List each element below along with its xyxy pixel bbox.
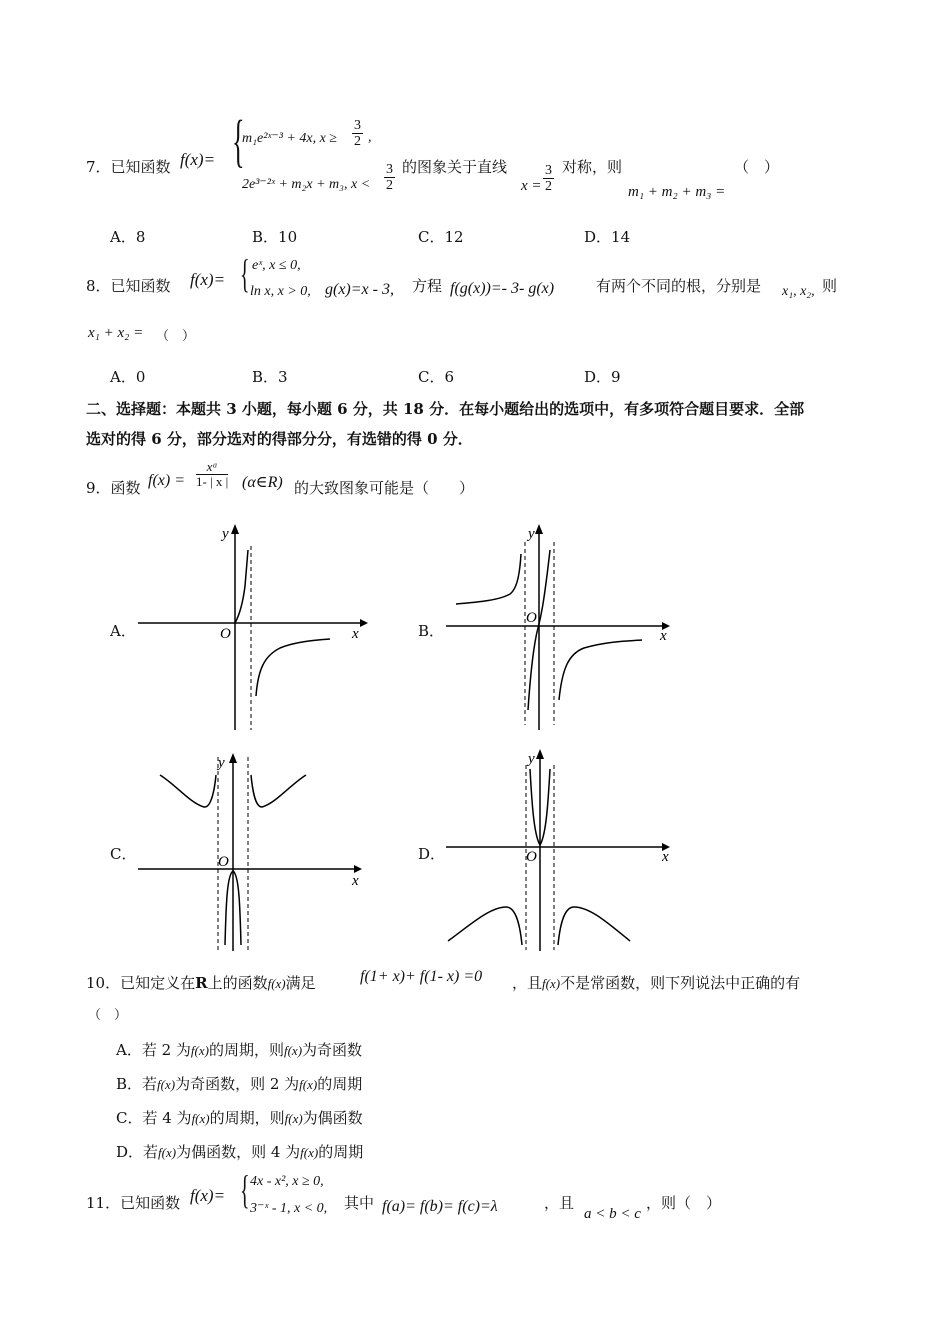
q8-fx: f(x)= [190, 270, 226, 289]
section2-line1: 二、选择题：本题共 3 小题，每小题 6 分，共 18 分．在每小题给出的选项中，有多项符合题目要求．全部 [86, 400, 805, 418]
q8-option-d[interactable]: D．9 [584, 368, 621, 386]
q7-option-b[interactable]: B．10 [252, 228, 298, 246]
q7-case1-tail: , [368, 130, 372, 145]
q9-condition: (α∈R) [242, 474, 283, 491]
q7-text1: 的图象关于直线 [402, 158, 508, 176]
q8-gx: g(x)=x - 3, [325, 281, 394, 298]
graph-d-y-label: y [528, 751, 535, 767]
graph-d-origin: O [526, 849, 537, 865]
q10-option-c[interactable]: C．若 4 为f(x)的周期，则f(x)为偶函数 [116, 1109, 363, 1127]
q9-graph-d[interactable] [440, 745, 680, 955]
q10-option-a[interactable]: A．若 2 为f(x)的周期，则f(x)为奇函数 [116, 1041, 363, 1059]
q9-graph-d-label[interactable]: D． [418, 845, 446, 863]
q7-option-a[interactable]: A．8 [110, 228, 146, 246]
q9-graph-a-label[interactable]: A． [110, 622, 136, 640]
q8-equation: f(g(x))=- 3- g(x) [450, 280, 555, 297]
graph-b-origin: O [526, 610, 537, 626]
graph-a-origin: O [220, 626, 231, 642]
q8-text3: 则 [822, 277, 838, 295]
q10-text-c: 满足 [285, 974, 316, 992]
q7-fx: f(x)= [180, 150, 216, 169]
q7-option-c[interactable]: C．12 [418, 228, 464, 246]
q7-case1-frac: $\frac{3}{2}$ [354, 118, 361, 150]
graph-c-x-label: x [352, 873, 359, 889]
q8-case2: ln x, x > 0, [250, 284, 311, 299]
q7-case1: m₁e²ˣ⁻³ + 4x, x ≥ [242, 131, 337, 146]
q8-option-c[interactable]: C．6 [418, 368, 455, 386]
q11-case1: 4x - x², x ≥ 0, [250, 1174, 324, 1189]
graph-b-y-label: y [528, 526, 535, 542]
q8-option-b[interactable]: B．3 [252, 368, 288, 386]
q10-text-b: 上的函数 [207, 974, 268, 992]
q9-graph-b-label[interactable]: B． [418, 622, 445, 640]
q8-text1: 方程 [412, 277, 443, 295]
q10-fx: f(x) [267, 976, 286, 991]
q9-graph-a[interactable] [130, 520, 370, 732]
q9-graph-b[interactable] [440, 520, 680, 732]
q8-number: 8．已知函数 [86, 277, 171, 295]
q9-graph-c-label[interactable]: C． [110, 845, 137, 863]
q8-paren: （ ） [156, 329, 196, 344]
q8-text2: 有两个不同的根，分别是 [596, 277, 762, 295]
q10-text-a: 10．已知定义在 [86, 974, 196, 992]
q10-text-d: ，且f(x)不是常函数，则下列说法中正确的有 [512, 974, 801, 992]
q7-case2-frac: $\frac{3}{2}$ [386, 162, 393, 194]
q8-option-a[interactable]: A．0 [110, 368, 146, 386]
q11-case2: 3⁻ˣ - 1, x < 0, [250, 1201, 328, 1216]
graph-a-y-label: y [222, 526, 229, 542]
q8-roots: x₁, x₂, [782, 284, 815, 299]
q10-paren: （ ） [88, 1008, 128, 1023]
q8-case1: eˣ, x ≤ 0, [252, 258, 301, 273]
q11-brace: { [240, 1167, 250, 1212]
graph-c-origin: O [218, 854, 229, 870]
q7-brace: { [232, 108, 245, 173]
q9-frac: $\frac{\text{xᵅ}}{1- | x |}$ [196, 459, 229, 490]
q11-order: a < b < c [584, 1206, 641, 1222]
q11-equation: f(a)= f(b)= f(c)=λ [382, 1198, 498, 1215]
q11-text3: ，则（ ） [646, 1194, 722, 1212]
q11-number: 11．已知函数 [86, 1194, 181, 1212]
q10-option-d[interactable]: D．若f(x)为偶函数，则 4 为f(x)的周期 [116, 1143, 364, 1161]
q7-number: 7．已知函数 [86, 158, 171, 176]
q8-sum: x₁ + x₂ = [88, 325, 144, 341]
q8-brace: { [240, 251, 250, 296]
q9-text: 的大致图象可能是（ ） [294, 479, 475, 497]
q9-fx: f(x) = [148, 472, 185, 489]
q10-equation: f(1+ x)+ f(1- x) =0 [360, 968, 483, 985]
section2-line2: 选对的得 6 分，部分选对的得部分分，有选错的得 0 分． [86, 430, 473, 448]
q10-option-b[interactable]: B．若f(x)为奇函数，则 2 为f(x)的周期 [116, 1075, 363, 1093]
q7-case2: 2e³⁻²ˣ + m₂x + m₃, x < [242, 177, 371, 192]
graph-c-y-label: y [218, 755, 225, 771]
q7-line-x: x = [521, 178, 542, 194]
q11-text2: ，且 [544, 1194, 575, 1212]
q7-option-d[interactable]: D．14 [584, 228, 631, 246]
graph-a-x-label: x [352, 626, 359, 642]
q11-fx: f(x)= [190, 1186, 226, 1205]
q10-real-set: R [195, 974, 208, 992]
q7-text2: 对称，则 [562, 158, 623, 176]
q7-line-frac: $\frac{3}{2}$ [545, 163, 552, 195]
q11-text1: 其中 [344, 1194, 375, 1212]
q7-sum: m₁ + m₂ + m₃ = [628, 184, 726, 200]
q9-graph-c[interactable] [130, 745, 370, 955]
q10-line1 [86, 972, 316, 993]
q9-number: 9．函数 [86, 479, 141, 497]
q7-paren: （ ） [734, 158, 780, 176]
graph-d-x-label: x [662, 849, 669, 865]
graph-b-x-label: x [660, 628, 667, 644]
